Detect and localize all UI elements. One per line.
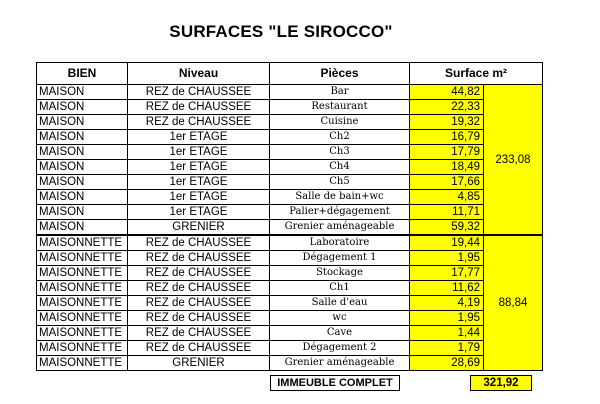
cell-bien: MAISONNETTE: [37, 235, 128, 251]
cell-niveau: REZ de CHAUSSEE: [128, 326, 270, 341]
cell-surface: 4,85: [410, 190, 484, 205]
cell-piece: Grenier aménageable: [270, 220, 410, 236]
grand-total-label: IMMEUBLE COMPLET: [270, 375, 400, 391]
cell-bien: MAISON: [37, 85, 128, 100]
cell-bien: MAISONNETTE: [37, 341, 128, 356]
cell-bien: MAISON: [37, 160, 128, 175]
cell-bien: MAISON: [37, 190, 128, 205]
table-row: [37, 341, 543, 356]
cell-bien: MAISON: [37, 100, 128, 115]
table-header-row: [37, 63, 543, 85]
cell-piece: Laboratoire: [270, 235, 410, 251]
header-niveau: Niveau: [128, 63, 270, 85]
cell-bien: MAISON: [37, 130, 128, 145]
cell-niveau: 1er ETAGE: [128, 130, 270, 145]
cell-niveau: REZ de CHAUSSEE: [128, 115, 270, 130]
cell-surface: 1,79: [410, 341, 484, 356]
cell-surface: 28,69: [410, 356, 484, 371]
cell-piece: Dégagement 1: [270, 251, 410, 266]
cell-piece: Salle de bain+wc: [270, 190, 410, 205]
table-row: [37, 235, 543, 251]
cell-niveau: REZ de CHAUSSEE: [128, 266, 270, 281]
cell-niveau: GRENIER: [128, 356, 270, 371]
table-row: [37, 130, 543, 145]
cell-surface: 19,44: [410, 235, 484, 251]
cell-surface: 22,33: [410, 100, 484, 115]
page-title: SURFACES "LE SIROCCO": [169, 22, 393, 41]
cell-piece: Bar: [270, 85, 410, 100]
cell-piece: wc: [270, 311, 410, 326]
cell-surface: 17,77: [410, 266, 484, 281]
cell-surface: 1,95: [410, 251, 484, 266]
cell-surface: 1,44: [410, 326, 484, 341]
cell-surface: 16,79: [410, 130, 484, 145]
table-row: [37, 220, 543, 236]
group-total: 88,84: [484, 235, 543, 371]
cell-piece: Ch3: [270, 145, 410, 160]
group-total: 233,08: [484, 85, 543, 236]
cell-bien: MAISON: [37, 115, 128, 130]
cell-surface: 17,79: [410, 145, 484, 160]
table-row: [37, 205, 543, 220]
header-bien: BIEN: [37, 63, 128, 85]
table-row: [37, 251, 543, 266]
cell-niveau: REZ de CHAUSSEE: [128, 235, 270, 251]
cell-piece: Ch5: [270, 175, 410, 190]
table-row: [37, 281, 543, 296]
cell-piece: Cuisine: [270, 115, 410, 130]
table-row: [37, 100, 543, 115]
cell-niveau: 1er ETAGE: [128, 175, 270, 190]
cell-surface: 44,82: [410, 85, 484, 100]
cell-niveau: REZ de CHAUSSEE: [128, 281, 270, 296]
cell-surface: 1,95: [410, 311, 484, 326]
cell-piece: Restaurant: [270, 100, 410, 115]
cell-niveau: REZ de CHAUSSEE: [128, 311, 270, 326]
cell-niveau: 1er ETAGE: [128, 145, 270, 160]
cell-bien: MAISONNETTE: [37, 251, 128, 266]
cell-niveau: REZ de CHAUSSEE: [128, 341, 270, 356]
cell-piece: Ch2: [270, 130, 410, 145]
table-row: [37, 115, 543, 130]
cell-surface: 18,49: [410, 160, 484, 175]
cell-surface: 11,62: [410, 281, 484, 296]
cell-niveau: REZ de CHAUSSEE: [128, 296, 270, 311]
grand-total-value: 321,92: [470, 375, 532, 391]
header-pieces: Pièces: [270, 63, 410, 85]
table-row: [37, 190, 543, 205]
table-row: [37, 85, 543, 100]
cell-niveau: REZ de CHAUSSEE: [128, 251, 270, 266]
cell-piece: Grenier aménageable: [270, 356, 410, 371]
cell-bien: MAISONNETTE: [37, 266, 128, 281]
cell-piece: Cave: [270, 326, 410, 341]
cell-bien: MAISONNETTE: [37, 326, 128, 341]
cell-surface: 59,32: [410, 220, 484, 236]
cell-bien: MAISON: [37, 205, 128, 220]
cell-piece: Palier+dégagement: [270, 205, 410, 220]
cell-piece: Ch1: [270, 281, 410, 296]
cell-surface: 17,66: [410, 175, 484, 190]
cell-surface: 11,71: [410, 205, 484, 220]
table-body: [37, 85, 543, 371]
cell-niveau: GRENIER: [128, 220, 270, 236]
cell-piece: Dégagement 2: [270, 341, 410, 356]
table-row: [37, 175, 543, 190]
table-row: [37, 145, 543, 160]
cell-bien: MAISON: [37, 175, 128, 190]
table-row: [37, 266, 543, 281]
cell-bien: MAISONNETTE: [37, 296, 128, 311]
header-surface: Surface m²: [410, 63, 543, 85]
cell-bien: MAISONNETTE: [37, 281, 128, 296]
cell-bien: MAISONNETTE: [37, 311, 128, 326]
cell-niveau: 1er ETAGE: [128, 205, 270, 220]
table-row: [37, 160, 543, 175]
cell-surface: 4,19: [410, 296, 484, 311]
cell-niveau: REZ de CHAUSSEE: [128, 85, 270, 100]
cell-niveau: 1er ETAGE: [128, 160, 270, 175]
table-row: [37, 296, 543, 311]
table-row: [37, 356, 543, 371]
cell-surface: 19,32: [410, 115, 484, 130]
cell-piece: Stockage: [270, 266, 410, 281]
surfaces-table: [36, 62, 543, 371]
cell-bien: MAISONNETTE: [37, 356, 128, 371]
cell-piece: Ch4: [270, 160, 410, 175]
table-row: [37, 326, 543, 341]
table-row: [37, 311, 543, 326]
cell-piece: Salle d'eau: [270, 296, 410, 311]
cell-bien: MAISON: [37, 145, 128, 160]
cell-niveau: REZ de CHAUSSEE: [128, 100, 270, 115]
cell-bien: MAISON: [37, 220, 128, 236]
cell-niveau: 1er ETAGE: [128, 190, 270, 205]
